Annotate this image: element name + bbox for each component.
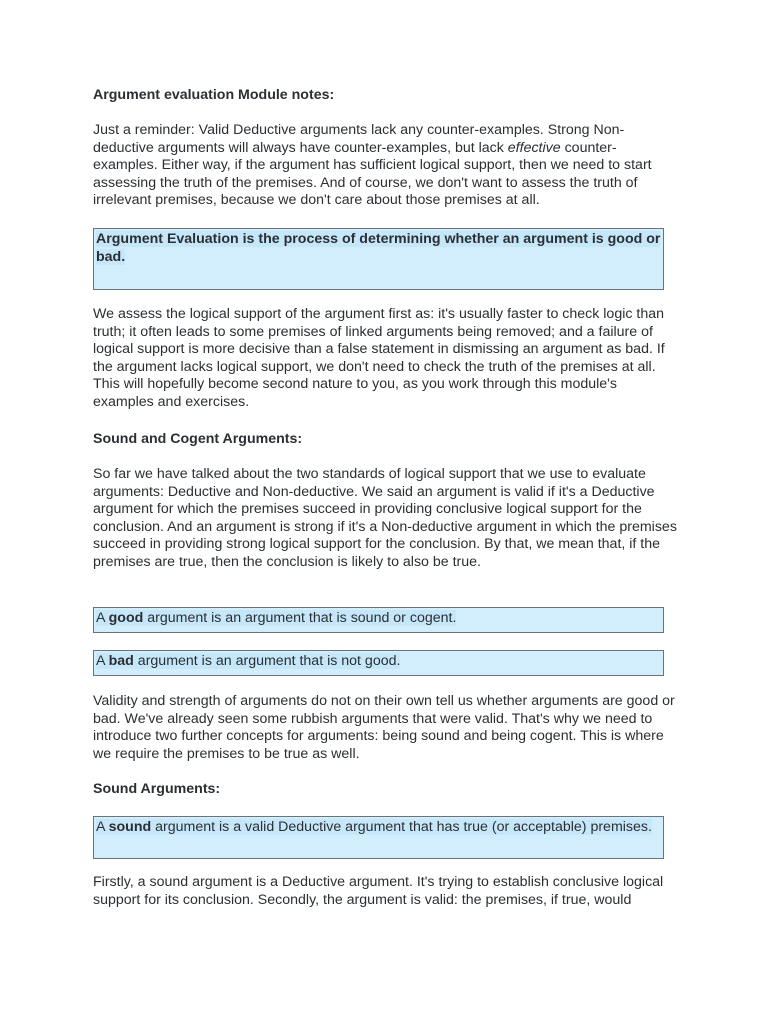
- bad-prefix: A: [96, 653, 109, 669]
- logic-first-paragraph: We assess the logical support of the argument first as: it's usually faster to check logic than truth; it often leads to some premises of linked arguments being removed; and a failure of logical support is more decisive than a false statement in dismissing an argument as bad. If the argument lacks logical support, we don't need to check the truth of the premises at all. This will hopefully become second nature to you, as you work through this module's examples and exercises.: [93, 306, 665, 410]
- firstly-paragraph: Firstly, a sound argument is a Deductive argument. It's trying to establish conclusive logical support for its conclusion. Secondly, the argument is valid: the premises, if true, would: [93, 874, 664, 908]
- good-term: good: [108, 610, 144, 626]
- bad-definition-box: [93, 650, 664, 676]
- definition-text: Argument Evaluation is the process of determining whether an argument is good or bad.: [96, 231, 661, 265]
- standards-paragraph: So far we have talked about the two standards of logical support that we use to evaluate arguments: Deductive and Non-deductive. We said an argument is valid if it's a Deductive argument for which the premises succeed in providing conclusive logical support for the conclusion. And an argument is strong if it's a Non-deductive argument in which the premises succeed in providing strong logical support for the conclusion. By that, we mean that, if the premises are true, then the conclusion is likely to also be true.: [93, 466, 677, 570]
- sound-definition-text: [96, 819, 652, 835]
- validity-paragraph: Validity and strength of arguments do not on their own tell us whether arguments are good or bad. We've already seen some rubbish arguments that were valid. That's why we need to introduce two further concepts for arguments: being sound and being cogent. This is where we require the premises to be true as well.: [93, 693, 675, 762]
- bad-definition-text: [96, 653, 400, 669]
- definition-box: [93, 228, 664, 290]
- intro-text-end: counter-examples. Either way, if the argument has sufficient logical support, then we need to start assessing the truth of the premises. And of course, we don't want to assess the truth of irrelevant premises, because we don't care about those premises at all.: [93, 139, 652, 209]
- intro-text-start: Just a reminder: Valid Deductive arguments lack any counter-examples. Strong Non-deductive arguments will always have counter-examples, but lack: [93, 122, 625, 156]
- good-rest: argument is an argument that is sound or cogent.: [143, 610, 457, 626]
- good-definition-text: [96, 610, 456, 626]
- sound-prefix: A: [96, 819, 109, 835]
- good-definition-box: [93, 607, 664, 633]
- sound-term: sound: [108, 819, 152, 835]
- good-prefix: A: [96, 610, 109, 626]
- bad-rest: argument is an argument that is not good.: [133, 653, 401, 669]
- sound-rest: argument is a valid Deductive argument that has true (or acceptable) premises.: [151, 819, 652, 835]
- sound-definition-box: [93, 816, 664, 859]
- intro-emphasis: effective: [507, 139, 561, 156]
- section-heading-sound-cogent: Sound and Cogent Arguments:: [93, 431, 303, 447]
- page-title: Argument evaluation Module notes:: [93, 87, 335, 103]
- section-heading-sound: Sound Arguments:: [93, 781, 221, 797]
- bad-term: bad: [108, 653, 134, 669]
- intro-paragraph: [93, 122, 678, 210]
